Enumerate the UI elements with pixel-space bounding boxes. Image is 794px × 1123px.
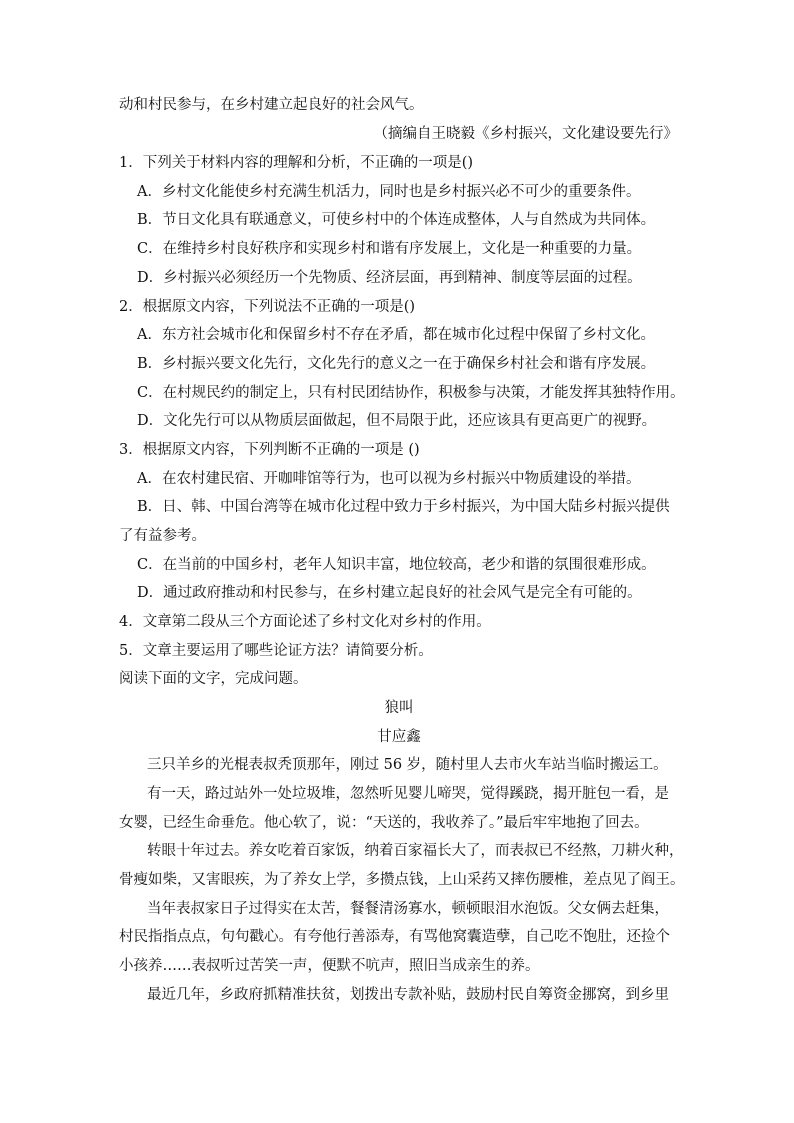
question-5: 5．文章主要运用了哪些论证方法？请简要分析。	[119, 643, 433, 659]
option-3c: C．在当前的中国乡村，老年人知识丰富，地位较高，老少和谐的氛围很难形成。	[137, 557, 656, 573]
option-1a: A．乡村文化能使乡村充满生机活力，同时也是乡村振兴必不可少的重要条件。	[137, 184, 641, 200]
option-2c: C．在村规民约的制定上，只有村民团结协作，积极参与决策，才能发挥其独特作用。	[137, 385, 685, 401]
paragraph-line: 当年表叔家日子过得实在太苦，餐餐清汤寡水，顿顿眼泪水泡饭。父女俩去赶集，	[147, 901, 669, 917]
paragraph-line: 三只羊乡的光棍表叔秃顶那年，刚过 56 岁，随村里人去市火车站当临时搬运工。	[147, 757, 668, 773]
option-1d: D．乡村振兴必须经历一个先物质、经济层面，再到精神、制度等层面的过程。	[137, 270, 642, 286]
option-1b: B．节日文化具有联通意义，可使乡村中的个体连成整体，人与自然成为共同体。	[137, 212, 656, 228]
question-3: 3．根据原文内容，下列判断不正确的一项是 ()	[119, 442, 420, 458]
option-1c: C．在维持乡村良好秩序和实现乡村和谐有序发展上，文化是一种重要的力量。	[137, 241, 642, 257]
question-4: 4．文章第二段从三个方面论述了乡村文化对乡村的作用。	[119, 614, 491, 630]
reading-instruction: 阅读下面的文字，完成问题。	[119, 671, 308, 687]
option-3d: D．通过政府推动和村民参与，在乡村建立起良好的社会风气是完全有可能的。	[137, 585, 642, 601]
paragraph-line: 村民指指点点，句句戳心。有夸他行善添寿，有骂他窝囊造孽，自己吃不饱肚，还捡个	[119, 929, 670, 945]
story-title: 狼叫	[384, 700, 414, 716]
story-author: 甘应鑫	[377, 729, 421, 745]
source-citation: （摘编自王晓毅《乡村振兴，文化建设要先行》	[373, 126, 678, 142]
option-2b: B．乡村振兴要文化先行，文化先行的意义之一在于确保乡村社会和谐有序发展。	[137, 356, 656, 372]
paragraph-line: 小孩养……表叔听过苦笑一声，便默不吭声，照旧当成亲生的养。	[119, 958, 540, 974]
option-2a: A．东方社会城市化和保留乡村不存在矛盾，都在城市化过程中保留了乡村文化。	[137, 327, 655, 343]
paragraph-line: 最近几年，乡政府抓精准扶贫，划拨出专款补贴，鼓励村民自筹资金挪窝，到乡里	[147, 987, 669, 1003]
text-line: 动和村民参与，在乡村建立起良好的社会风气。	[119, 97, 424, 113]
option-2d: D．文化先行可以从物质层面做起，但不局限于此，还应该具有更高更广的视野。	[137, 413, 657, 429]
option-3a: A．在农村建民宿、开咖啡馆等行为，也可以视为乡村振兴中物质建设的举措。	[137, 471, 641, 487]
paragraph-line: 骨瘦如柴，又害眼疾，为了养女上学，多攒点钱，上山采药又摔伤腰椎，差点见了阎王。	[119, 872, 685, 888]
paragraph-line: 转眼十年过去。养女吃着百家饭，纳着百家福长大了，而表叔已不经熬，刀耕火种，	[147, 843, 684, 859]
option-3b: B．日、韩、中国台湾等在城市化过程中致力于乡村振兴，为中国大陆乡村振兴提供	[137, 499, 670, 515]
paragraph-line: 有一天，路过站外一处垃圾堆，忽然听见婴儿啼哭，觉得蹊跷，揭开脏包一看，是	[147, 786, 669, 802]
option-3b-continued: 了有益参考。	[119, 528, 206, 544]
question-2: 2．根据原文内容，下列说法不正确的一项是()	[119, 299, 416, 315]
question-1: 1．下列关于材料内容的理解和分析，不正确的一项是()	[119, 155, 474, 171]
paragraph-line: 女婴，已经生命垂危。他心软了，说：“天送的，我收养了。”最后牢牢地抱了回去。	[119, 815, 649, 831]
